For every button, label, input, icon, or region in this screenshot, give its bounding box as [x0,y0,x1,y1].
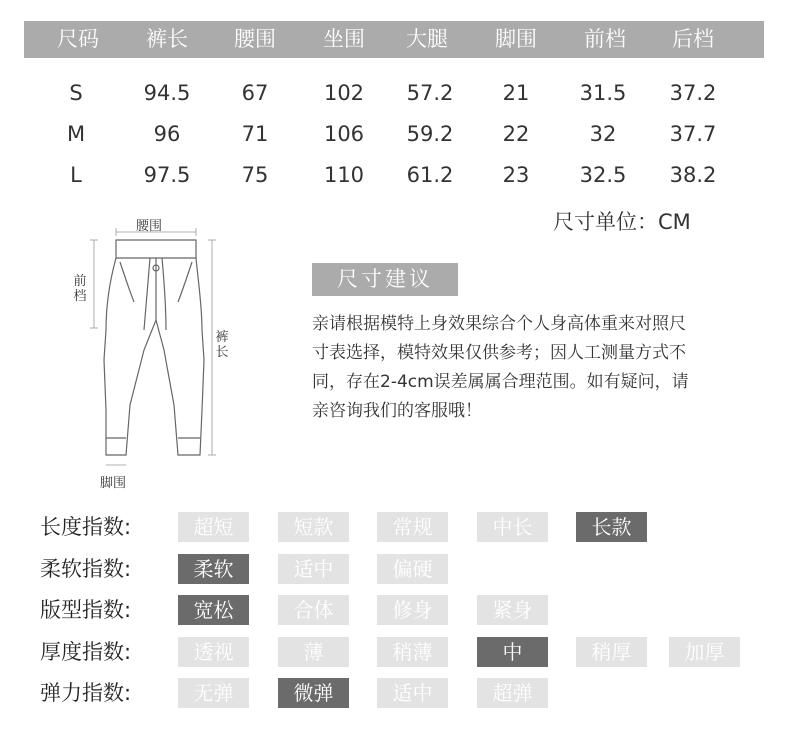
header-cell-front-rise: 前档 [584,27,626,51]
pants-diagram [60,210,250,495]
index-row-length [40,512,760,542]
waist-label: 腰围 [136,219,163,234]
option-chip: 稍厚 [576,637,647,667]
option-chip: 适中 [377,678,448,708]
option-chip-selected: 微弹 [278,678,349,708]
option-chip: 透视 [178,637,249,667]
suggestion-line: 亲请根据模特上身效果综合个人身高体重来对照尺 [312,314,686,334]
table-cell: 94.5 [143,81,191,105]
hem-label: 脚围 [100,476,127,491]
table-row [24,157,764,193]
option-chip: 偏硬 [377,554,448,584]
option-chip-selected: 中 [477,637,548,667]
table-cell: 75 [241,163,269,187]
table-row [24,116,764,152]
size-unit-note: 尺寸单位：CM [553,210,691,234]
table-cell: 67 [241,81,269,105]
index-label: 厚度指数: [40,640,132,664]
table-cell: 21 [502,81,530,105]
suggestion-line: 寸表选择，模特效果仅供参考；因人工测量方式不 [312,343,686,363]
header-cell-waist: 腰围 [234,27,276,51]
table-cell: 61.2 [406,163,454,187]
option-chip-selected: 长款 [576,512,647,542]
suggestion-text [312,310,722,426]
index-label: 柔软指数: [40,557,132,581]
option-chip: 合体 [278,595,349,625]
table-cell: 31.5 [579,81,627,105]
header-cell-size: 尺码 [57,27,99,51]
index-row-elasticity [40,678,760,708]
option-chip: 修身 [377,595,448,625]
table-cell: 23 [502,163,530,187]
option-chip: 超弹 [477,678,548,708]
table-cell: 71 [241,122,269,146]
option-chip: 无弹 [178,678,249,708]
option-chip: 适中 [278,554,349,584]
option-chip: 加厚 [669,637,740,667]
option-chip: 紧身 [477,595,548,625]
index-row-fit [40,595,760,625]
table-cell: 110 [323,163,365,187]
index-row-softness [40,554,760,584]
size-table-header [24,21,764,58]
table-cell: 97.5 [143,163,191,187]
option-chip-selected: 宽松 [178,595,249,625]
table-row [24,75,764,111]
option-chip: 稍薄 [377,637,448,667]
suggestion-line: 同，存在2-4cm误差属属合理范围。如有疑问，请 [312,372,689,392]
table-cell: L [70,163,82,187]
suggestion-line: 亲咨询我们的客服哦！ [312,401,482,421]
table-cell: 38.2 [669,163,717,187]
length-label: 裤长 [215,330,229,360]
option-chip: 常规 [377,512,448,542]
table-cell: 57.2 [406,81,454,105]
header-cell-hip: 坐围 [323,27,365,51]
table-cell: 37.7 [669,122,717,146]
table-cell: 22 [502,122,530,146]
index-label: 弹力指数: [40,681,132,705]
table-cell: 32.5 [579,163,627,187]
table-cell: S [69,81,83,105]
table-cell: M [66,122,86,146]
header-cell-length: 裤长 [146,27,188,51]
table-cell: 59.2 [406,122,454,146]
header-cell-hem: 脚围 [495,27,537,51]
option-chip: 超短 [178,512,249,542]
table-cell: 32 [589,122,617,146]
front-rise-label: 前档 [73,274,87,304]
header-cell-back-rise: 后档 [672,27,714,51]
option-chip: 中长 [477,512,548,542]
option-chip: 短款 [278,512,349,542]
index-label: 版型指数: [40,598,132,622]
option-chip: 薄 [278,637,349,667]
table-cell: 37.2 [669,81,717,105]
table-cell: 102 [323,81,365,105]
table-cell: 96 [153,122,181,146]
table-cell: 106 [323,122,365,146]
header-cell-thigh: 大腿 [406,27,448,51]
suggestion-title: 尺寸建议 [312,263,458,296]
option-chip-selected: 柔软 [178,554,249,584]
index-label: 长度指数: [40,515,132,539]
index-row-thickness [40,637,760,667]
